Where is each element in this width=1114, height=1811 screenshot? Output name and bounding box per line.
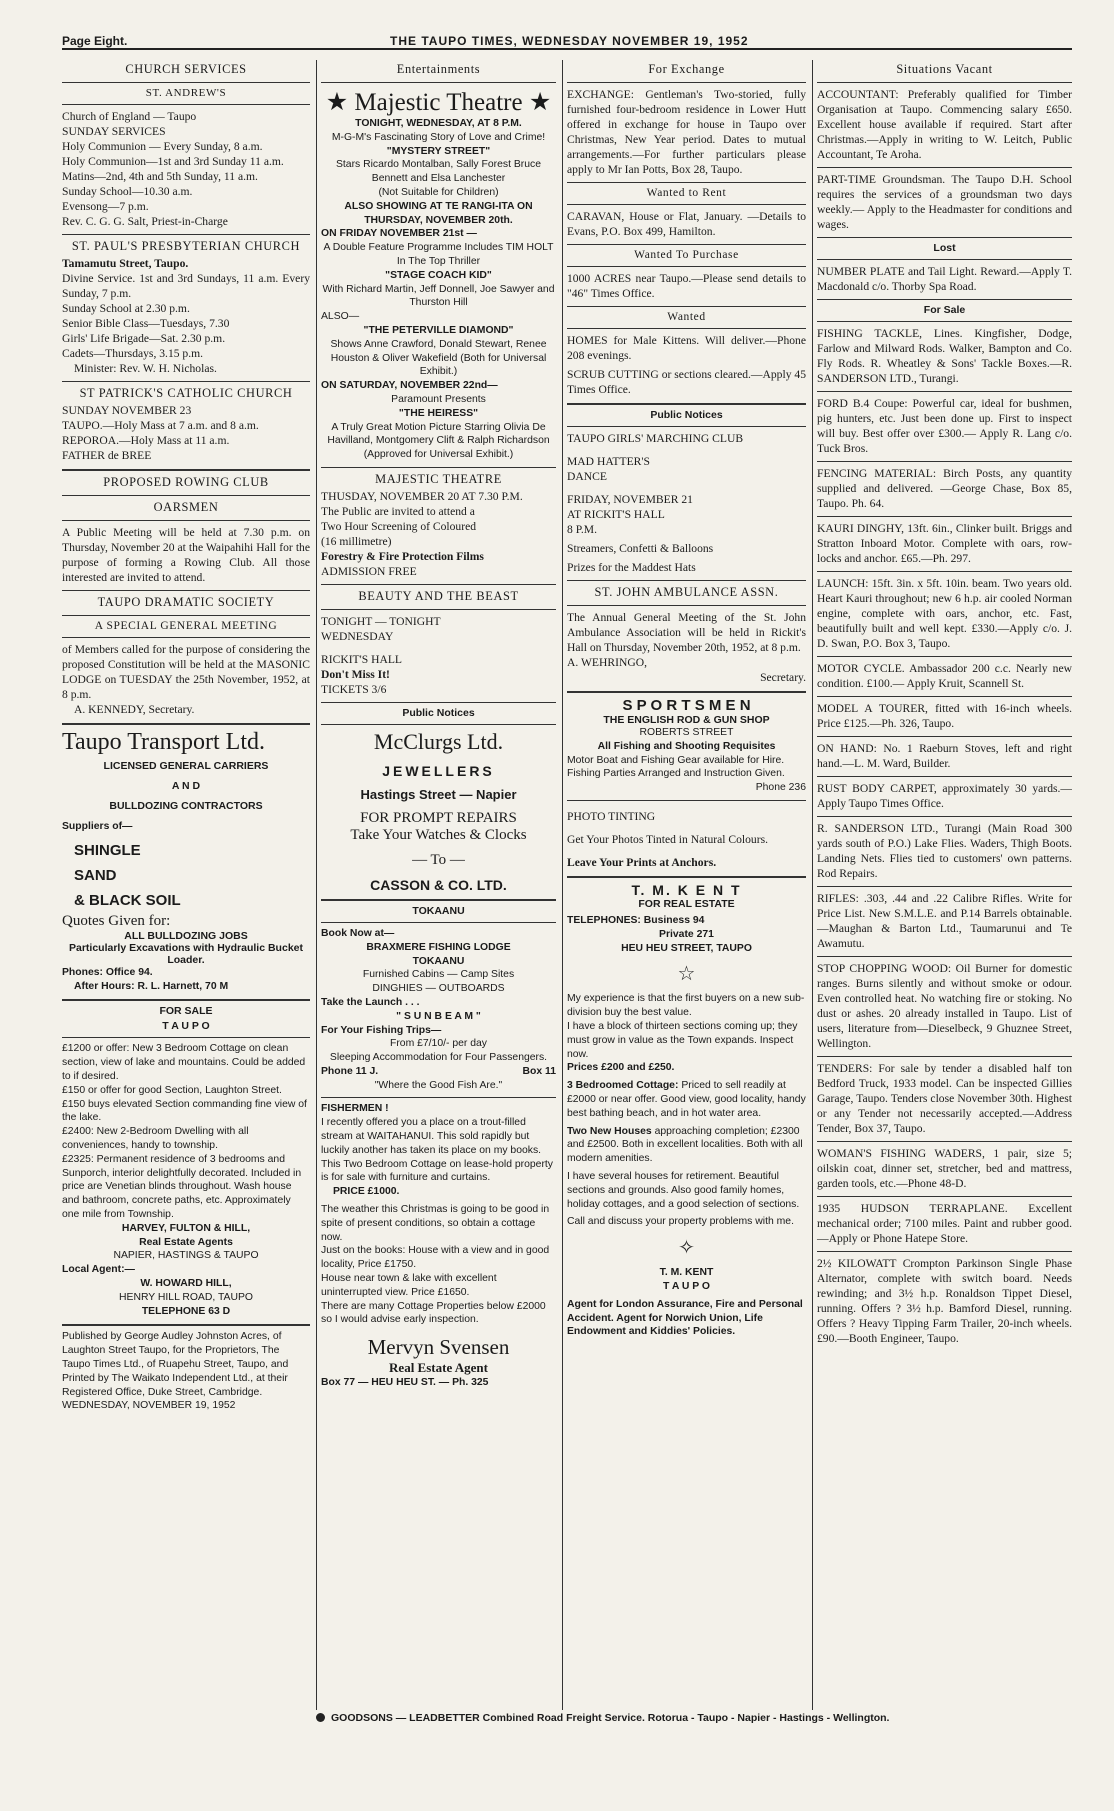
kent-houses-heading: Two New Houses — [567, 1125, 652, 1137]
tokaanu-box: Box 11 — [522, 1065, 556, 1077]
star-icon: ★ — [325, 89, 349, 116]
imprint: Published by George Audley Johnston Acres, of Laughton Street Taupo, for the Proprietors, The Taupo Times Ltd., of Ruapehu Street, Taupo, and Printed by The Waikato Independent Ltd., at their Registered Office, Duke Street, Cambridge. — [62, 1331, 289, 1398]
tokaanu-contact-row — [321, 1065, 556, 1079]
girls-title: TAUPO GIRLS' MARCHING CLUB — [567, 432, 744, 445]
transport-item: SHINGLE — [74, 841, 141, 859]
wanted-ad: HOMES for Male Kittens. Will deliver.—Phone 208 evenings. — [567, 334, 806, 362]
forsale-item: £150 buys elevated Section commanding fine view of the lake. — [62, 1098, 307, 1124]
st-andrews-line: Holy Communion—1st and 3rd Sunday 11 a.m. — [62, 155, 284, 168]
majestic2-line: ADMISSION FREE — [321, 564, 417, 578]
transport-after: After Hours: R. L. Harnett, 70 M — [74, 980, 229, 992]
dramatic-body: of Members called for the purpose of considering the proposed Constitution will be held at the MASONIC LODGE on TUESDAY the 25th November, 1952, at 8 p.m. — [62, 643, 310, 701]
forsale-local-name: W. HOWARD HILL, — [140, 1277, 232, 1289]
sportsmen-title: S P O R T S M E N — [622, 697, 751, 714]
mcclurgs-line: JEWELLERS — [382, 762, 495, 779]
forsale-item: £1200 or offer: New 3 Bedroom Cottage on clean section, view of lake and mountains. Could be added to if desired. — [62, 1043, 306, 1082]
majestic-line: "MYSTERY STREET" — [386, 145, 491, 157]
sale-ad: RIFLES: .303, .44 and .22 Calibre Rifles. Write for Price List. New S.M.L.E. and P.14 Barrels obtainable.—Maughan & Barton Ltd., Taumarunui and Te Awamutu. — [817, 892, 1072, 950]
tokaanu-heading: TOKAANU — [412, 904, 465, 917]
kent-sign: T. M. KENT — [659, 1267, 714, 1279]
fishermen-body: House near town & lake with excellent uninterrupted view. Price £1650. — [321, 1273, 497, 1298]
sale-ad: MOTOR CYCLE. Ambassador 200 c.c. Nearly new condition. £100.— Apply Kruit, Scannell St. — [817, 662, 1072, 690]
sportsmen-line: All Fishing and Shooting Requisites — [597, 740, 776, 752]
star-icon: ✧ — [678, 1237, 695, 1260]
svensen-title: Mervyn Svensen — [367, 1335, 510, 1360]
st-patricks-line: REPOROA.—Holy Mass at 11 a.m. — [62, 434, 230, 447]
mcclurgs-line: — To — — [412, 851, 465, 868]
transport-q1: ALL BULLDOZING JOBS — [124, 929, 248, 942]
forsale-sub: T A U P O — [162, 1020, 210, 1033]
st-pauls-line: Senior Bible Class—Tuesdays, 7.30 — [62, 317, 230, 330]
kent-cottage: Priced to sell readily at £2000 or near offer. Good view, good locality, handy best bathing beach, and in hot water area. — [567, 1080, 806, 1119]
svensen-box: Box 77 — HEU HEU ST. — Ph. 325 — [321, 1377, 489, 1389]
majestic-line: A Truly Great Motion Picture Starring Olivia De Havilland, Montgomery Clift & Ralph Richardson (Approved for Universal Exhibit.) — [327, 421, 550, 461]
tokaanu-line: " S U N B E A M " — [396, 1010, 481, 1022]
bullet-icon — [316, 1713, 325, 1722]
tokaanu-line: Book Now at— — [321, 927, 395, 939]
dramatic-title: TAUPO DRAMATIC SOCIETY — [97, 595, 275, 609]
lost-heading: Lost — [933, 242, 956, 254]
st-patricks-title: ST PATRICK'S CATHOLIC CHURCH — [79, 386, 293, 400]
st-andrews-line: SUNDAY SERVICES — [62, 125, 166, 138]
column-church-services — [62, 60, 310, 1680]
sale-ad: LAUNCH: 15ft. 3in. x 5ft. 10in. beam. Two years old. Heart Kauri throughout; new 6 h.p. air cooled Norman engine, complete with oars, anchor, etc. Fast, beautifully built and well kept. £330.—Apply c/o. J. D. Swan, P.O. Box 3, Taupo. — [817, 577, 1072, 650]
girls-line: 8 P.M. — [567, 523, 597, 536]
rowing-body: A Public Meeting will be held at 7.30 p.m. on Thursday, November 20 at the Waipahihi Hall for the purpose of forming a Rowing Club. All those interested are invited to attend. — [62, 526, 310, 584]
exchange-heading: For Exchange — [648, 62, 725, 76]
entertainments-heading: Entertainments — [396, 62, 481, 76]
tokaanu-line: BRAXMERE FISHING LODGE — [366, 941, 511, 953]
majestic-line: (Not Suitable for Children) — [378, 186, 499, 198]
majestic2-line: (16 millimetre) — [321, 534, 392, 548]
st-andrews-line: Church of England — Taupo — [62, 110, 197, 123]
mcclurgs-title: McClurgs Ltd. — [373, 728, 504, 754]
majestic-line: TONIGHT, WEDNESDAY, AT 8 P.M. — [355, 118, 522, 129]
st-andrews-line: Holy Communion — Every Sunday, 8 a.m. — [62, 140, 263, 153]
majestic-line: "THE HEIRESS" — [398, 407, 479, 419]
kent-prices: Prices £200 and £250. — [567, 1062, 675, 1074]
sale-ad: TENDERS: For sale by tender a disabled half ton Bedford Truck, 1933 model. Can be inspected Gillies Garage, Taupo. Tenders close November 30th. Highest or any Tender not necessarily accepted.—Address Tender, Box 37, Taupo. — [817, 1062, 1072, 1135]
kent-title: T. M. K E N T — [631, 881, 742, 898]
beauty-line: RICKIT'S HALL — [321, 652, 402, 666]
transport-item: & BLACK SOIL — [74, 891, 181, 909]
kent-sign2: T A U P O — [663, 1280, 710, 1292]
sportsmen-line: THE ENGLISH ROD & GUN SHOP — [603, 714, 770, 726]
transport-line: BULLDOZING CONTRACTORS — [109, 800, 263, 812]
sale-ad: STOP CHOPPING WOOD: Oil Burner for domestic ranges. Burns silently and without smoke or odour. Even controlled heat. No watching fire or stoking. No dust or ashes. 20 already installed in Taupo. List of users, literature from—Dieselbeck, 9 Ghuznee Street, Wellington. — [817, 962, 1072, 1050]
fishermen-body: There are many Cottage Properties below £2000 so I would advise early inspection. — [321, 1300, 546, 1326]
majestic2-title: MAJESTIC THEATRE — [375, 471, 502, 486]
majestic2-line: Forestry & Fire Protection Films — [321, 549, 484, 563]
transport-title: Taupo Transport Ltd. — [62, 729, 265, 755]
lost-ad: NUMBER PLATE and Tail Light. Reward.—Apply T. Macdonald c/o. Thorby Spa Road. — [817, 265, 1072, 293]
kent-body: Call and discuss your property problems with me. — [567, 1216, 794, 1228]
majestic-line: Stars Ricardo Montalban, Sally Forest Bruce Bennett and Elsa Lanchester — [335, 159, 541, 185]
girls-line: Prizes for the Maddest Hats — [567, 561, 696, 574]
ambulance-title: ST. JOHN AMBULANCE ASSN. — [594, 585, 779, 599]
sale-ad: 1935 HUDSON TERRAPLANE. Excellent mechanical order; 7100 miles. Paint and rubber good.—Apply or Phone Hatepe Store. — [817, 1202, 1072, 1245]
girls-line: FRIDAY, NOVEMBER 21 — [567, 493, 693, 506]
sale-ad: R. SANDERSON LTD., Turangi (Main Road 300 yards south of P.O.) Lake Flies. Waders, Thigh Boots. Landing Nets. Flies tied to customers' own patterns. Rod Repairs. — [817, 822, 1072, 880]
majestic-line: "THE PETERVILLE DIAMOND" — [363, 324, 514, 336]
beauty-line: TICKETS 3/6 — [321, 682, 387, 696]
purchase-heading: Wanted To Purchase — [634, 249, 739, 261]
kent-body: I have several houses for retirement. Beautiful sections and grounds. Also good family homes, holiday cottages, and a good selection of sections. — [567, 1170, 800, 1210]
sportsmen-line: ROBERTS STREET — [639, 727, 734, 738]
st-andrews-title: ST. ANDREW'S — [145, 87, 227, 99]
tokaanu-line: Take the Launch . . . — [321, 996, 420, 1008]
wanted-ad: SCRUB CUTTING or sections cleared.—Apply 45 Times Office. — [567, 368, 806, 396]
kent-sub: FOR REAL ESTATE — [638, 897, 735, 910]
fishermen-price: PRICE £1000. — [333, 1186, 400, 1198]
sale-ad: KAURI DINGHY, 13ft. 6in., Clinker built. Briggs and Stratton Inboard Motor. Complete with oars, row-locks and anchor. £65.—Ph. 297. — [817, 522, 1072, 565]
tokaanu-line: From £7/10/- per day — [389, 1038, 488, 1050]
st-andrews-line: Evensong—7 p.m. — [62, 200, 149, 213]
transport-phones: Phones: Office 94. — [62, 966, 153, 978]
sportsmen-phone: Phone 236 — [755, 782, 806, 794]
forsale-agent2: Real Estate Agents — [139, 1236, 233, 1248]
tokaanu-line: TOKAANU — [412, 955, 465, 967]
forsale-item: £150 or offer for good Section, Laughton Street. — [62, 1084, 282, 1096]
situations-heading: Situations Vacant — [896, 62, 993, 76]
tokaanu-line: Furnished Cabins — Camp Sites — [362, 969, 515, 981]
kent-body: I have a block of thirteen sections coming up; they must grow in value as the Town expands. Inspect now. — [567, 1020, 798, 1060]
sale-ad: RUST BODY CARPET, approximately 30 yards.—Apply Taupo Times Office. — [817, 782, 1072, 810]
fishermen-body: I recently offered you a place on a trout-filled stream at WAITAHANUI. This sold rapidly but luckily another has taken its place on my books. This Two Bedroom Cottage on lease-hold property is for sale with furniture and curtains. — [321, 1117, 553, 1184]
kent-tel: TELEPHONES: Business 94 — [567, 914, 705, 926]
tokaanu-line: DINGHIES — OUTBOARDS — [372, 983, 505, 995]
sale-ad: FISHING TACKLE, Lines. Kingfisher, Dodge, Farlow and Milward Rods. Walker, Bampton and Co. Fly Rods. R. Wheatley & Sons' Tackle Boxes.—R. SANDERSON LTD., Turangi. — [817, 327, 1072, 385]
column-entertainments — [316, 60, 556, 1710]
majestic-title-row — [321, 87, 556, 117]
forsale-local-tel: TELEPHONE 63 D — [141, 1305, 231, 1317]
majestic-title: Majestic Theatre — [354, 89, 523, 116]
rent-ad: CARAVAN, House or Flat, January. —Details to Evans, P.O. Box 499, Hamilton. — [567, 210, 806, 238]
ambulance-sign: A. WEHRINGO, — [567, 656, 647, 669]
header-rule — [62, 48, 1072, 50]
rowing-title: PROPOSED ROWING CLUB — [103, 475, 269, 489]
star-outline-icon: ☆ — [677, 963, 696, 986]
sale-ad: ON HAND: No. 1 Raeburn Stoves, left and right hand.—L. M. Ward, Builder. — [817, 742, 1072, 770]
fishermen-body: The weather this Christmas is going to be good in spite of present conditions, so obtain a cottage now. — [321, 1204, 550, 1243]
girls-line: Streamers, Confetti & Balloons — [567, 542, 714, 555]
st-patricks-line: TAUPO.—Holy Mass at 7 a.m. and 8 a.m. — [62, 419, 259, 432]
rent-heading: Wanted to Rent — [646, 187, 727, 199]
st-andrews-line: Matins—2nd, 4th and 5th Sunday, 11 a.m. — [62, 170, 258, 183]
beauty-line: WEDNESDAY — [321, 629, 394, 643]
girls-line: MAD HATTER'S — [567, 455, 650, 468]
kent-cottage-heading: 3 Bedroomed Cottage: — [567, 1080, 679, 1092]
st-pauls-line: Girls' Life Brigade—Sat. 2.30 p.m. — [62, 332, 226, 345]
dramatic-sub: A SPECIAL GENERAL MEETING — [94, 620, 278, 632]
transport-line: LICENSED GENERAL CARRIERS — [103, 760, 269, 772]
majestic-line: Shows Anne Crawford, Donald Stewart, Renee Houston & Oliver Wakefield (Both for Universal Exhibit.) — [330, 338, 547, 378]
forsale-local-addr: HENRY HILL ROAD, TAUPO — [119, 1291, 253, 1303]
majestic2-date: THUSDAY, NOVEMBER 20 AT 7.30 P.M. — [321, 489, 523, 503]
forsale-title: FOR SALE — [159, 1005, 213, 1018]
girls-line: DANCE — [567, 470, 607, 483]
purchase-ad: 1000 ACRES near Taupo.—Please send details to "46" Times Office. — [567, 272, 806, 300]
transport-q2: Particularly Excavations with Hydraulic Bucket Loader. — [68, 941, 303, 966]
majestic2-body: The Public are invited to attend a — [321, 504, 475, 518]
kent-agent: Agent for London Assurance, Fire and Personal Accident. Agent for Norwich Union, Life Endowment and Kiddies' Policies. — [567, 1298, 803, 1338]
church-services-heading: CHURCH SERVICES — [125, 62, 247, 76]
st-pauls-line: Cadets—Thursdays, 3.15 p.m. — [62, 347, 204, 360]
mcclurgs-line: CASSON & CO. LTD. — [370, 876, 507, 893]
tokaanu-line: "Where the Good Fish Are." — [374, 1079, 503, 1091]
transport-suppliers: Suppliers of— — [62, 821, 133, 832]
ambulance-sign2: Secretary. — [760, 671, 806, 684]
forsale-local: Local Agent:— — [62, 1264, 135, 1276]
beauty-title: BEAUTY AND THE BEAST — [358, 588, 519, 603]
beauty-line: TONIGHT — TONIGHT — [321, 614, 441, 628]
forsale-item: £2325: Permanent residence of 3 bedrooms and Sunporch, interior delightfully decorated. Included in price are Venetian blinds throughout. Wash house and bathroom, concrete paths, etc. Approximately one mile from Township. — [62, 1153, 302, 1220]
page-header — [62, 30, 1072, 50]
st-pauls-street: Tamamutu Street, Taupo. — [62, 257, 189, 270]
tokaanu-line: Sleeping Accommodation for Four Passengers. — [329, 1052, 548, 1064]
column-for-exchange — [562, 60, 806, 1710]
sportsmen-line: Motor Boat and Fishing Gear available for Hire. Fishing Parties Arranged and Instruction Given. — [567, 754, 785, 780]
tokaanu-phone: Phone 11 J. — [321, 1065, 379, 1077]
kent-body: My experience is that the first buyers on a new sub-division buy the best value. — [567, 993, 805, 1019]
majestic2-line: Two Hour Screening of Coloured — [321, 519, 477, 533]
photo-line: Leave Your Prints at Anchors. — [567, 855, 717, 869]
footer-text: GOODSONS — LEADBETTER Combined Road Freight Service. Rotorua - Taupo - Napier - Hastings - Wellington. — [331, 1712, 890, 1724]
beauty-line: Don't Miss It! — [321, 667, 390, 681]
kent-tel: Private 271 — [659, 928, 714, 940]
rowing-sub: OARSMEN — [153, 500, 219, 514]
st-pauls-line: Divine Service. 1st and 3rd Sundays, 11 a.m. Every Sunday, 7 p.m. — [62, 272, 310, 300]
tokaanu-line: For Your Fishing Trips— — [321, 1024, 442, 1036]
footer-banner — [316, 1712, 1072, 1732]
svensen-sub: Real Estate Agent — [389, 1360, 488, 1376]
star-icon: ★ — [528, 89, 552, 116]
ambulance-body: The Annual General Meeting of the St. John Ambulance Association will be held in Rickit's Hall on Thursday, November 20th, 1952, at 8 p.m. — [567, 611, 806, 654]
sale-ad: FORD B.4 Coupe: Powerful car, ideal for bushmen, pig hunters, etc. Just been done up. First to inspect will buy. Best offer over £300.— Apply R. Lang c/o. Tuck Bros. — [817, 397, 1072, 455]
majestic-line: ON SATURDAY, NOVEMBER 22nd— — [321, 380, 498, 392]
situation-ad: PART-TIME Groundsman. The Taupo D.H. School requires the services of a groundsman two days weekly.— Apply to the Headmaster for conditions and wages. — [817, 173, 1072, 231]
sale-ad: FENCING MATERIAL: Birch Posts, any quantity supplied and delivered. —George Chase, Box 85, Taupo. Ph. 64. — [817, 467, 1072, 510]
majestic-line: ON FRIDAY NOVEMBER 21st — — [321, 228, 477, 240]
majestic-line: "STAGE COACH KID" — [385, 269, 492, 281]
exchange-ad: EXCHANGE: Gentleman's Two-storied, fully furnished four-bedroom residence in Lower Hutt offered in exchange for house in Taupo over Christmas, New Year period. Dates to mutual arrangements.—For further particulars please apply to Mr Ian Potts, Box 28, Taupo. — [567, 88, 806, 176]
st-pauls-line: Sunday School at 2.30 p.m. — [62, 302, 190, 315]
majestic-line: With Richard Martin, Jeff Donnell, Joe Sawyer and Thurston Hill — [322, 283, 555, 309]
forsale-agent: HARVEY, FULTON & HILL, — [121, 1222, 251, 1234]
transport-item: SAND — [74, 866, 117, 884]
sale-ad: 2½ KILOWATT Crompton Parkinson Single Phase Alternator, complete with switch board. Needs rewinding; and 3½ h.p. Ronaldson Tippet Diesel, running. Offers ? 3½ h.p. Bamford Diesel, running. Offers ? Heavy Tipping Farm Trailer, 20-inch wheels. £90.—Booth Engineer, Taupo. — [817, 1257, 1072, 1345]
girls-line: AT RICKIT'S HALL — [567, 508, 665, 521]
majestic-line: M-G-M's Fascinating Story of Love and Crime! — [331, 131, 546, 143]
public-notices-heading: Public Notices — [650, 409, 723, 421]
majestic-line: A Double Feature Programme Includes TIM HOLT In The Top Thriller — [323, 242, 554, 267]
mcclurgs-line: FOR PROMPT REPAIRS — [360, 809, 517, 826]
public-notices-heading: Public Notices — [402, 706, 475, 719]
sale-ad: MODEL A TOURER, fitted with 16-inch wheels. Price £125.—Ph. 326, Taupo. — [817, 702, 1072, 730]
st-patricks-line: FATHER de BREE — [62, 449, 152, 462]
kent-street: HEU HEU STREET, TAUPO — [621, 942, 752, 954]
transport-quotes: Quotes Given for: — [62, 912, 171, 929]
fishermen-title: FISHERMEN ! — [321, 1103, 389, 1115]
dramatic-sign: A. KENNEDY, Secretary. — [74, 703, 195, 716]
st-andrews-line: Rev. C. G. G. Salt, Priest-in-Charge — [62, 215, 228, 228]
st-pauls-line: Minister: Rev. W. H. Nicholas. — [74, 362, 217, 375]
for-sale-heading: For Sale — [923, 304, 966, 316]
st-pauls-title: ST. PAUL'S PRESBYTERIAN CHURCH — [71, 239, 301, 253]
mcclurgs-line: Take Your Watches & Clocks — [350, 826, 527, 843]
column-situations-vacant — [812, 60, 1072, 1710]
st-andrews-line: Sunday School—10.30 a.m. — [62, 185, 193, 198]
majestic-line: ALSO SHOWING AT TE RANGI-ITA ON THURSDAY, NOVEMBER 20th. — [344, 200, 533, 226]
sale-ad: WOMAN'S FISHING WADERS, 1 pair, size 5; oilskin coat, dinner set, stretcher, bed and mattress, garden tools, etc.—Phone 48-D. — [817, 1147, 1072, 1190]
majestic-line: Paramount Presents — [391, 393, 486, 405]
transport-line: A N D — [171, 780, 201, 792]
forsale-agent3: NAPIER, HASTINGS & TAUPO — [113, 1250, 259, 1262]
majestic-line: ALSO— — [321, 311, 360, 323]
photo-title: PHOTO TINTING — [567, 809, 656, 823]
situation-ad: ACCOUNTANT: Preferably qualified for Timber Organisation at Taupo. Commencing salary £650. Excellent house available if required. Start after Christmas.—Apply in writing to W. Leitch, Public Accountant, Te Aroha. — [817, 88, 1072, 161]
mcclurgs-line: Hastings Street — Napier — [360, 786, 517, 802]
kent-houses: approaching completion; £2300 and £2500. Both in excellent localities. Both with all modern amenities. — [567, 1125, 803, 1165]
wanted-heading: Wanted — [667, 311, 706, 323]
page-number: Page Eight. — [62, 34, 128, 48]
photo-line: Get Your Photos Tinted in Natural Colours. — [567, 832, 768, 846]
forsale-item: £2400: New 2-Bedroom Dwelling with all conveniences, handy to township. — [62, 1126, 249, 1151]
masthead-title: THE TAUPO TIMES, WEDNESDAY NOVEMBER 19, 1952 — [390, 34, 749, 48]
imprint-date: WEDNESDAY, NOVEMBER 19, 1952 — [62, 1400, 236, 1412]
st-patricks-date: SUNDAY NOVEMBER 23 — [62, 404, 192, 417]
fishermen-body: Just on the books: House with a view and in good locality, Price £1750. — [321, 1245, 550, 1271]
